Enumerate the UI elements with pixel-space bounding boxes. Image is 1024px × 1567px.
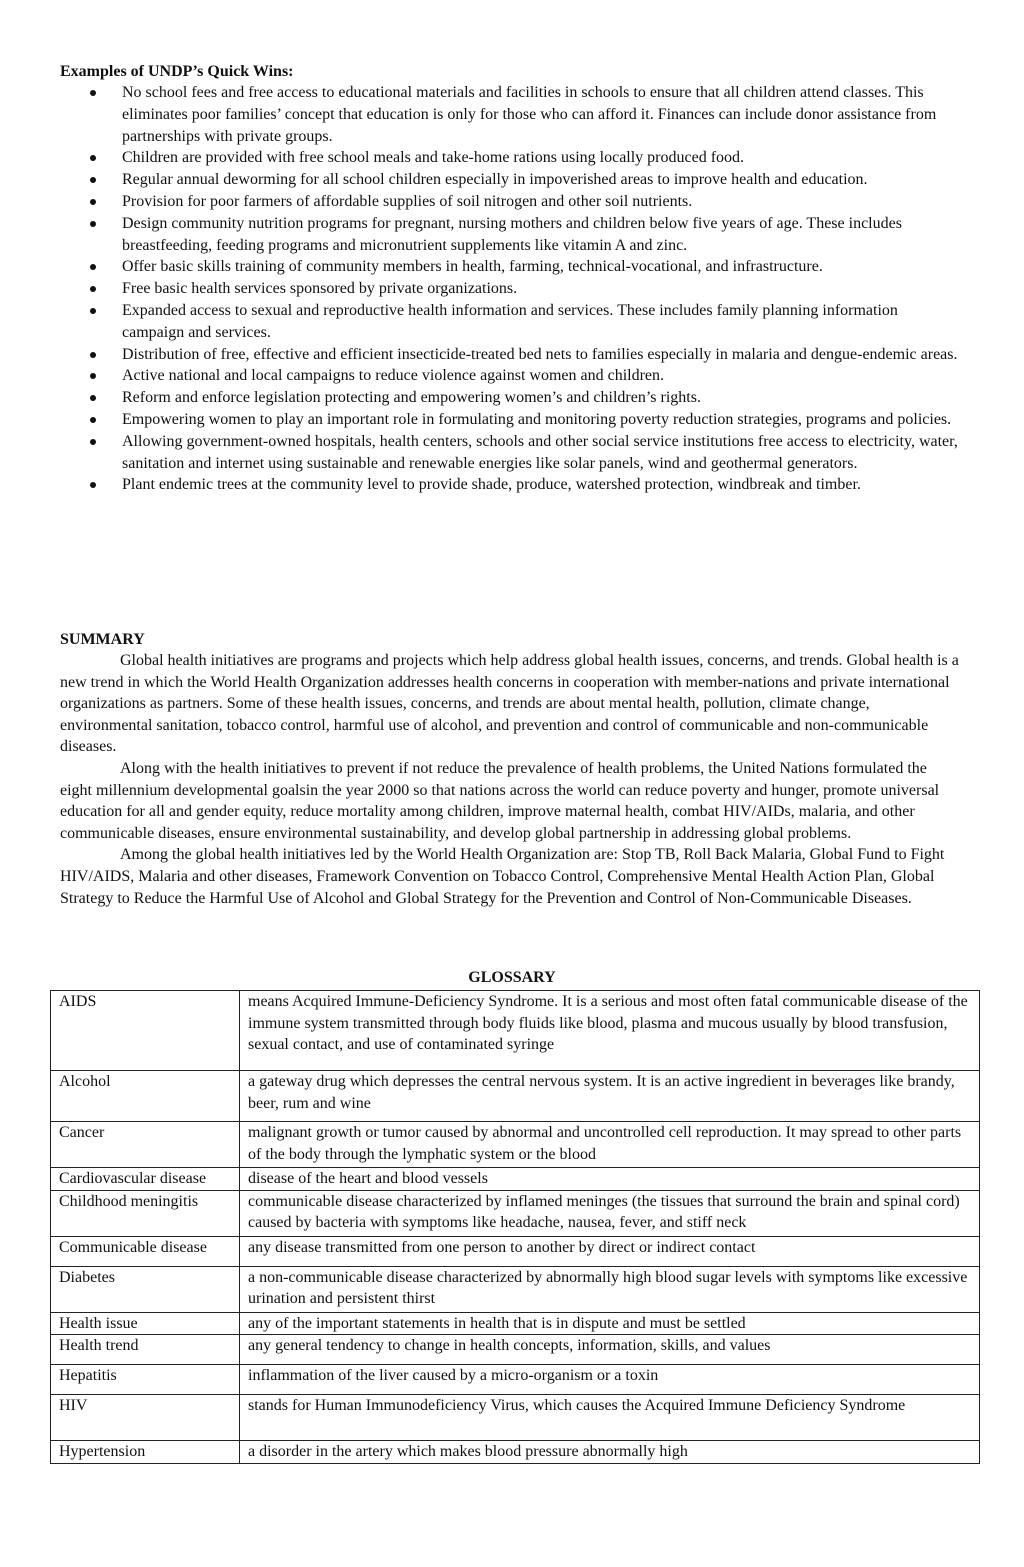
list-item xyxy=(60,169,960,191)
glossary-term: AIDS xyxy=(51,991,240,1071)
glossary-term: Diabetes xyxy=(51,1266,240,1312)
list-item xyxy=(60,147,960,169)
list-item-text: No school fees and free access to educational materials and facilities in schools to ensure that all children attend classes. This eliminates poor families’ concept that education is only for those who can afford it. Finances can include donor assistance from partnerships with private groups. xyxy=(122,84,937,145)
glossary-definition: a disorder in the artery which makes blood pressure abnormally high xyxy=(240,1441,980,1464)
list-item-text: Plant endemic trees at the community level to provide shade, produce, watershed protection, windbreak and timber. xyxy=(122,476,861,494)
bullet-icon xyxy=(90,395,96,401)
list-item-text: Distribution of free, effective and efficient insecticide-treated bed nets to families especially in malaria and dengue-endemic areas. xyxy=(122,345,958,363)
glossary-definition: any general tendency to change in health concepts, information, skills, and values xyxy=(240,1335,980,1365)
quick-wins-title: Examples of UNDP’s Quick Wins: xyxy=(60,63,294,80)
bullet-icon xyxy=(90,199,96,205)
summary-paragraph: Global health initiatives are programs and projects which help address global health issues, concerns, and trends. Global health is a new trend in which the World Health Organization addresses health concerns in cooperation with member-nations and private international organizations as partners. Some of these health issues, concerns, and trends are about mental health, pollution, climate change, environmental sanitation, tobacco control, harmful use of alcohol, and prevention and control of communicable and non-communicable diseases. xyxy=(60,652,959,756)
list-item-text: Reform and enforce legislation protecting and empowering women’s and children’s rights. xyxy=(122,389,701,407)
glossary-definition: disease of the heart and blood vessels xyxy=(240,1168,980,1191)
table-row xyxy=(51,1441,980,1464)
summary-title: SUMMARY xyxy=(60,631,145,648)
glossary-definition: communicable disease characterized by inflamed meninges (the tissues that surround the brain and spinal cord) caused by bacteria with symptoms like headache, nausea, fever, and stiff neck xyxy=(240,1190,980,1236)
table-row xyxy=(51,1266,980,1312)
bullet-icon xyxy=(90,155,96,161)
table-row xyxy=(51,1236,980,1266)
list-item xyxy=(60,365,960,387)
list-item-text: Provision for poor farmers of affordable supplies of soil nitrogen and other soil nutrients. xyxy=(122,192,693,210)
table-row xyxy=(51,991,980,1071)
list-item xyxy=(60,191,960,213)
bullet-icon xyxy=(90,439,96,445)
list-item xyxy=(60,82,960,147)
glossary-term: HIV xyxy=(51,1395,240,1441)
table-row xyxy=(51,1335,980,1365)
glossary-definition: inflammation of the liver caused by a micro-organism or a toxin xyxy=(240,1365,980,1395)
list-item-text: Empowering women to play an important role in formulating and monitoring poverty reduction strategies, programs and policies. xyxy=(122,410,952,428)
glossary-definition: a gateway drug which depresses the central nervous system. It is an active ingredient in beverages like brandy, beer, rum and wine xyxy=(240,1071,980,1122)
summary-body xyxy=(60,650,960,909)
glossary-table xyxy=(50,990,980,1464)
bullet-icon xyxy=(90,308,96,314)
table-row xyxy=(51,1190,980,1236)
list-item xyxy=(60,431,960,475)
table-row xyxy=(51,1122,980,1168)
table-row xyxy=(51,1312,980,1335)
glossary-title: GLOSSARY xyxy=(468,969,556,986)
list-item xyxy=(60,344,960,366)
glossary-term: Childhood meningitis xyxy=(51,1190,240,1236)
list-item-text: Offer basic skills training of community members in health, farming, technical-vocational, and infrastructure. xyxy=(122,258,823,276)
bullet-icon xyxy=(90,177,96,183)
list-item-text: Children are provided with free school meals and take-home rations using locally produced food. xyxy=(122,149,745,167)
list-item-text: Allowing government-owned hospitals, health centers, schools and other social service institutions free access to electricity, water, sanitation and internet using sustainable and renewable energies like solar panels, wind and geothermal generators. xyxy=(122,432,958,472)
list-item-text: Regular annual deworming for all school children especially in impoverished areas to improve health and education. xyxy=(122,171,868,189)
list-item-text: Expanded access to sexual and reproductive health information and services. These includes family planning information campaign and services. xyxy=(122,301,898,341)
glossary-definition: means Acquired Immune-Deficiency Syndrome. It is a serious and most often fatal communicable disease of the immune system transmitted through body fluids like blood, plasma and mucous usually by blood transfusion, sexual contact, and use of contaminated syringe xyxy=(240,991,980,1071)
summary-paragraph: Along with the health initiatives to prevent if not reduce the prevalence of health problems, the United Nations formulated the eight millennium developmental goalsin the year 2000 so that nations across the world can reduce poverty and hunger, promote universal education for all and gender equity, reduce mortality among children, improve maternal health, combat HIV/AIDs, malaria, and other communicable diseases, ensure environmental sustainability, and develop global partnership in addressing global problems. xyxy=(60,759,940,842)
bullet-icon xyxy=(90,264,96,270)
glossary-definition: a non-communicable disease characterized by abnormally high blood sugar levels with symptoms like excessive urination and persistent thirst xyxy=(240,1266,980,1312)
list-item xyxy=(60,278,960,300)
bullet-icon xyxy=(90,90,96,96)
bullet-icon xyxy=(90,221,96,227)
glossary-definition: any of the important statements in health that is in dispute and must be settled xyxy=(240,1312,980,1335)
list-item-text: Free basic health services sponsored by private organizations. xyxy=(122,280,518,298)
table-row xyxy=(51,1395,980,1441)
glossary-term: Cardiovascular disease xyxy=(51,1168,240,1191)
glossary-term: Hepatitis xyxy=(51,1365,240,1395)
glossary-definition: any disease transmitted from one person to another by direct or indirect contact xyxy=(240,1236,980,1266)
table-row xyxy=(51,1168,980,1191)
glossary-term: Hypertension xyxy=(51,1441,240,1464)
glossary-term: Communicable disease xyxy=(51,1236,240,1266)
table-row xyxy=(51,1365,980,1395)
list-item xyxy=(60,474,960,496)
summary-paragraph: Among the global health initiatives led by the World Health Organization are: Stop TB, Roll Back Malaria, Global Fund to Fight HIV/AIDS, Malaria and other diseases, Framework Convention on Tobacco Control, Comprehensive Mental Health Action Plan, Global Strategy to Reduce the Harmful Use of Alcohol and Global Strategy for the Prevention and Control of Non-Communicable Diseases. xyxy=(60,846,945,907)
glossary-definition: stands for Human Immunodeficiency Virus, which causes the Acquired Immune Deficiency Syndrome xyxy=(240,1395,980,1441)
bullet-icon xyxy=(90,373,96,379)
glossary-term: Alcohol xyxy=(51,1071,240,1122)
quick-wins-list xyxy=(60,82,960,496)
glossary-definition: malignant growth or tumor caused by abnormal and uncontrolled cell reproduction. It may spread to other parts of the body through the lymphatic system or the blood xyxy=(240,1122,980,1168)
list-item xyxy=(60,409,960,431)
list-item-text: Design community nutrition programs for pregnant, nursing mothers and children below five years of age. These includes breastfeeding, feeding programs and micronutrient supplements like vitamin A and zinc. xyxy=(122,214,902,254)
bullet-icon xyxy=(90,482,96,488)
list-item xyxy=(60,387,960,409)
list-item xyxy=(60,213,960,257)
glossary-term: Health issue xyxy=(51,1312,240,1335)
bullet-icon xyxy=(90,352,96,358)
glossary-term: Health trend xyxy=(51,1335,240,1365)
bullet-icon xyxy=(90,286,96,292)
list-item xyxy=(60,300,960,344)
bullet-icon xyxy=(90,417,96,423)
list-item xyxy=(60,256,960,278)
table-row xyxy=(51,1071,980,1122)
glossary-term: Cancer xyxy=(51,1122,240,1168)
list-item-text: Active national and local campaigns to reduce violence against women and children. xyxy=(122,367,665,385)
